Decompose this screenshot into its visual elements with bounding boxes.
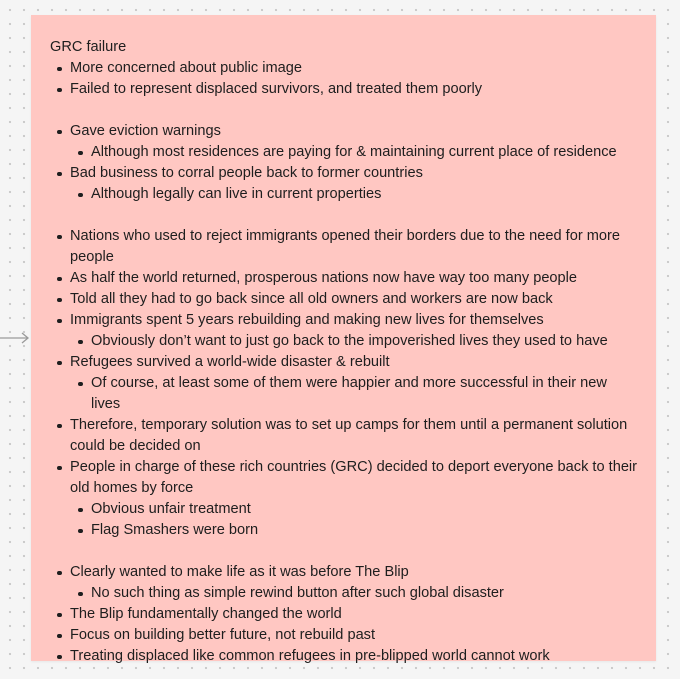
note-title: GRC failure	[50, 39, 127, 55]
list-item: Bad business to corral people back to former countries	[49, 163, 638, 184]
sub-list-item: No such thing as simple rewind button after such global disaster	[49, 583, 638, 604]
sub-list-item: Obviously don’t want to just go back to the impoverished lives they used to have	[49, 331, 638, 352]
list-item: As half the world returned, prosperous nations now have way too many people	[49, 268, 638, 289]
list-item: Gave eviction warnings	[49, 121, 638, 142]
list-item: More concerned about public image	[49, 58, 638, 79]
list-item: Refugees survived a world-wide disaster & rebuilt	[49, 352, 638, 373]
list-item: Focus on building better future, not rebuild past	[49, 625, 638, 646]
blank-line	[49, 100, 638, 121]
note-bullet-list	[49, 58, 638, 667]
blank-line	[49, 205, 638, 226]
sub-list-item: Although legally can live in current properties	[49, 184, 638, 205]
list-item: Told all they had to go back since all old owners and workers are now back	[49, 289, 638, 310]
list-item: Treating displaced like common refugees in pre-blipped world cannot work	[49, 646, 638, 667]
list-item: Nations who used to reject immigrants opened their borders due to the need for more people	[49, 226, 638, 268]
connector-arrow[interactable]	[0, 330, 32, 346]
list-item: Clearly wanted to make life as it was before The Blip	[49, 562, 638, 583]
blank-line	[49, 541, 638, 562]
sticky-note[interactable]	[31, 15, 656, 664]
sub-list-item: Although most residences are paying for & maintaining current place of residence	[49, 142, 638, 163]
list-item: People in charge of these rich countries (GRC) decided to deport everyone back to their old homes by force	[49, 457, 638, 499]
list-item: Therefore, temporary solution was to set up camps for them until a permanent solution could be decided on	[49, 415, 638, 457]
list-item: Immigrants spent 5 years rebuilding and making new lives for themselves	[49, 310, 638, 331]
list-item: The Blip fundamentally changed the world	[49, 604, 638, 625]
sub-list-item: Of course, at least some of them were happier and more successful in their new lives	[49, 373, 638, 415]
list-item: Failed to represent displaced survivors, and treated them poorly	[49, 79, 638, 100]
sub-list-item: Obvious unfair treatment	[49, 499, 638, 520]
sub-list-item: Flag Smashers were born	[49, 520, 638, 541]
